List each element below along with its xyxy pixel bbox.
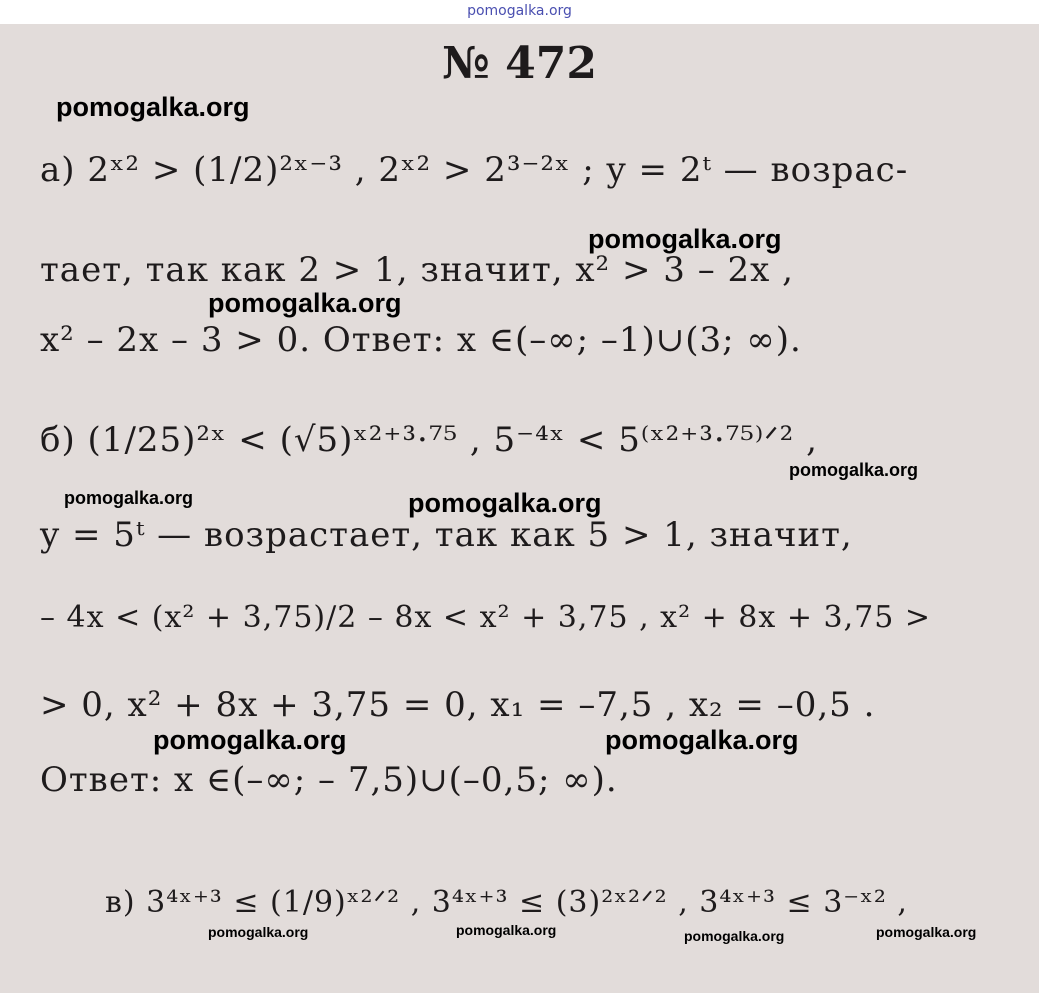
site-link[interactable]: pomogalka.org xyxy=(467,3,572,19)
watermark: pomogalka.org xyxy=(56,92,250,122)
watermark: pomogalka.org xyxy=(456,922,557,938)
formula-b1: (1/25)²ˣ < (√5)ˣ²⁺³·⁷⁵ , 5⁻⁴ˣ < 5⁽ˣ²⁺³·⁷⁵⁾ᐟ² , xyxy=(87,420,818,460)
line-b4: > 0, x² + 8x + 3,75 = 0, x₁ = –7,5 , x₂ = –0,5 . xyxy=(40,685,876,725)
watermark: pomogalka.org xyxy=(876,924,977,940)
watermark: pomogalka.org xyxy=(64,488,194,508)
label-c: в) xyxy=(105,885,136,920)
line-b5: Ответ: x ∈(–∞; – 7,5)∪(–0,5; ∞). xyxy=(40,760,618,800)
watermark: pomogalka.org xyxy=(153,725,347,755)
formula-c1: 3⁴ˣ⁺³ ≤ (1/9)ˣ²ᐟ² , 3⁴ˣ⁺³ ≤ (3)²ˣ²ᐟ² , 3⁴ˣ⁺³ ≤ 3⁻ˣ² , xyxy=(146,885,908,920)
line-a2: тает, так как 2 > 1, значит, x² > 3 – 2x , xyxy=(40,250,794,290)
watermark: pomogalka.org xyxy=(789,460,919,480)
watermark: pomogalka.org xyxy=(208,924,309,940)
watermark: pomogalka.org xyxy=(684,928,785,944)
line-b3: – 4x < (x² + 3,75)/2 – 8x < x² + 3,75 , x² + 8x + 3,75 > xyxy=(40,600,931,635)
label-a: а) xyxy=(40,150,76,190)
line-a3: x² – 2x – 3 > 0. Ответ: x ∈(–∞; –1)∪(3; ∞). xyxy=(40,320,802,360)
watermark: pomogalka.org xyxy=(208,288,402,318)
line-a1 xyxy=(40,150,908,190)
watermark: pomogalka.org xyxy=(588,224,782,254)
problem-number: № 472 xyxy=(442,38,597,89)
line-c1 xyxy=(105,885,908,920)
line-b1 xyxy=(40,420,818,460)
formula-a1: 2ˣ² > (1/2)²ˣ⁻³ , 2ˣ² > 2³⁻²ˣ ; y = 2ᵗ — возрас- xyxy=(87,150,909,190)
watermark: pomogalka.org xyxy=(408,488,602,518)
line-b2: y = 5ᵗ — возрастает, так как 5 > 1, значит, xyxy=(40,515,853,555)
label-b: б) xyxy=(40,420,76,460)
watermark: pomogalka.org xyxy=(605,725,799,755)
